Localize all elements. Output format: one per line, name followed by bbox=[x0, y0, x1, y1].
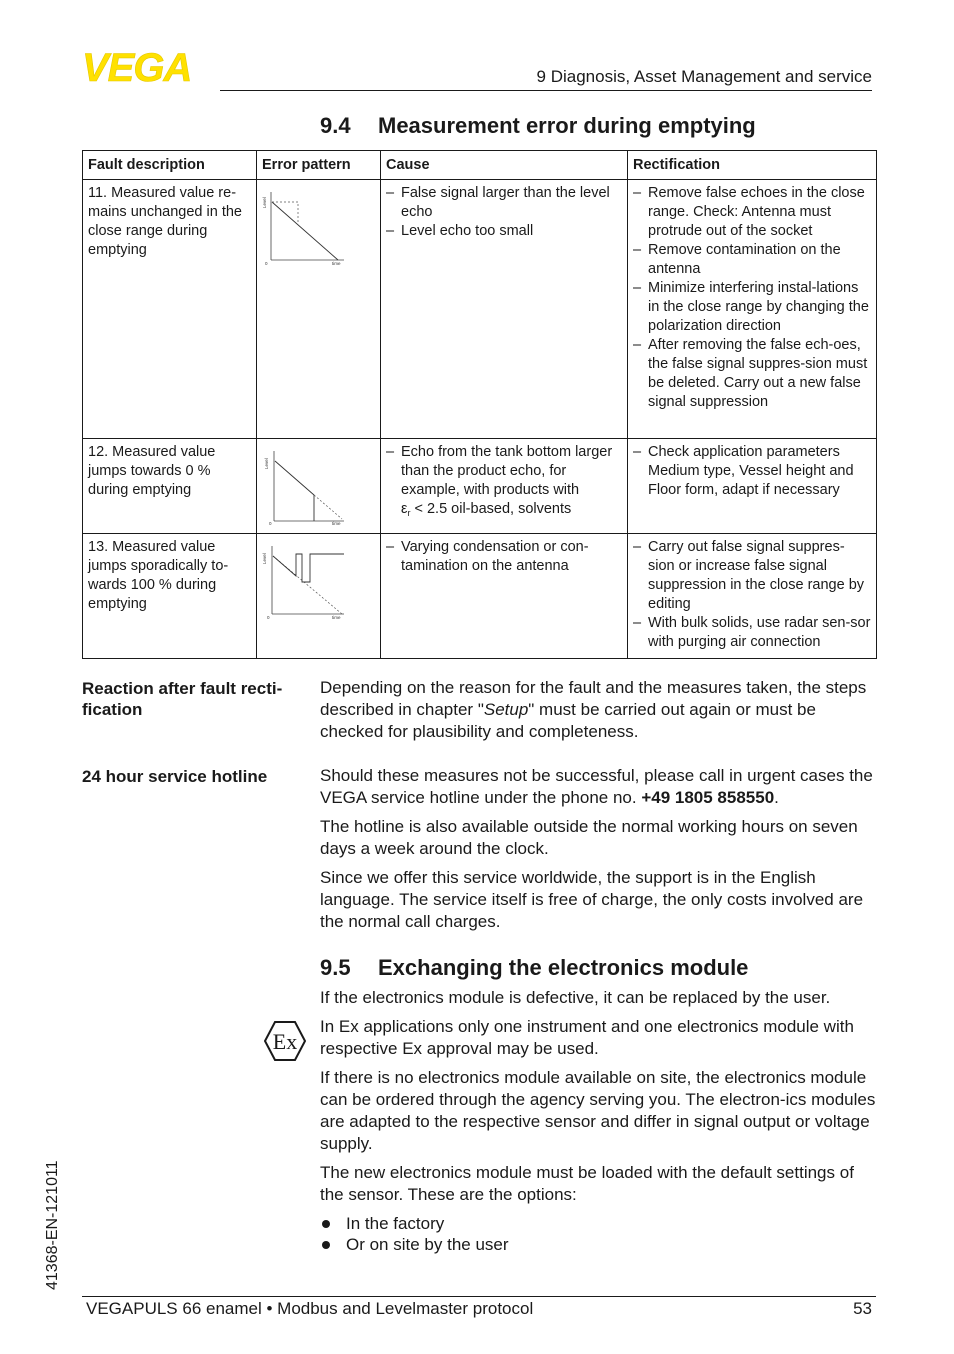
rectification-item: – Remove false echoes in the close range. Check: Antenna must protrude out of the socket bbox=[633, 184, 871, 241]
chapter-title: 9 Diagnosis, Asset Management and service bbox=[536, 67, 872, 86]
list-item: Or on site by the user bbox=[320, 1234, 876, 1255]
rectification-item: – Check application parameters Medium type, Vessel height and Floor form, adapt if necessary bbox=[633, 443, 871, 500]
rectification-item: – With bulk solids, use radar sen-sor with purging air connection bbox=[633, 614, 871, 652]
cause-item: – Level echo too small bbox=[386, 222, 622, 241]
list-item: In the factory bbox=[320, 1213, 876, 1234]
column-header: Cause bbox=[381, 151, 628, 180]
hotline-text-after: . bbox=[774, 788, 779, 807]
cause-item: – Varying condensation or con-tamination on the antenna bbox=[386, 538, 622, 576]
reaction-paragraph bbox=[320, 677, 876, 743]
section-9-5-heading bbox=[320, 955, 748, 981]
logo-text: VEGA bbox=[82, 50, 192, 84]
rectification-cell bbox=[628, 439, 877, 534]
options-list bbox=[320, 1213, 876, 1255]
paragraph: The new electronics module must be loaded with the default settings of the sensor. These are the options: bbox=[320, 1163, 854, 1204]
cause-item bbox=[386, 443, 622, 523]
document-code: 41368-EN-121011 bbox=[44, 1160, 61, 1290]
rectification-item: – After removing the false ech-oes, the false signal suppres-sion must be deleted. Carry out a new false signal suppression bbox=[633, 336, 871, 412]
section-9-5-body bbox=[320, 987, 876, 1255]
fault-description: 12. Measured value jumps towards 0 % during emptying bbox=[83, 439, 257, 534]
x-axis-label: time bbox=[332, 521, 341, 525]
hotline-paragraph bbox=[320, 765, 876, 809]
epsilon-subscript: r bbox=[407, 508, 411, 518]
reaction-text-after: " must be carried out again or must be checked for plausibility and completeness. bbox=[320, 700, 816, 741]
error-pattern bbox=[257, 534, 381, 659]
cause-cell bbox=[381, 180, 628, 439]
header-rule bbox=[220, 90, 872, 91]
hotline-text-before: Should these measures not be successful, please call in urgent cases the VEGA service hotline under the phone no. bbox=[320, 766, 873, 807]
rectification-cell bbox=[628, 180, 877, 439]
cause-cell bbox=[381, 439, 628, 534]
hotline-label: 24 hour service hotline bbox=[82, 767, 268, 786]
column-header: Error pattern bbox=[257, 151, 381, 180]
cause-formula-text: < 2.5 oil-based, solvents bbox=[410, 501, 572, 517]
hotline-phone-number: +49 1805 858550 bbox=[641, 788, 775, 807]
hotline-language-paragraph: Since we offer this service worldwide, the support is in the English language. The service itself is free of charge, the only costs involved are the normal call charges. bbox=[320, 868, 864, 931]
footer-product-title: VEGAPULS 66 enamel • Modbus and Levelmaster protocol bbox=[86, 1299, 534, 1318]
reaction-label: Reaction after fault recti-fication bbox=[82, 679, 283, 719]
x-axis-label: time bbox=[332, 615, 341, 620]
y-axis-label: Level bbox=[264, 458, 269, 469]
table-row bbox=[83, 439, 877, 534]
section-9-4-heading bbox=[320, 113, 756, 139]
cause-item: – False signal larger than the level echo bbox=[386, 184, 622, 222]
y-axis-label: Level bbox=[262, 197, 267, 208]
section-number: 9.5 bbox=[320, 955, 351, 980]
footer-rule bbox=[82, 1296, 876, 1297]
measured-value-line bbox=[273, 554, 344, 582]
x-axis-label: time bbox=[332, 261, 341, 266]
reaction-text-before: Depending on the reason for the fault and the measures taken, the steps described in chapter " bbox=[320, 678, 867, 719]
vega-logo bbox=[82, 50, 212, 84]
fault-description: 11. Measured value re-mains unchanged in the close range during emptying bbox=[83, 180, 257, 439]
epsilon-symbol: ε bbox=[401, 501, 408, 517]
ex-icon-text: Ex bbox=[272, 1029, 298, 1054]
column-header: Fault description bbox=[83, 151, 257, 180]
measured-value-line bbox=[275, 461, 314, 521]
origin-label: 0 bbox=[265, 261, 268, 266]
setup-chapter-ref: Setup bbox=[483, 700, 529, 719]
paragraph: If there is no electronics module available on site, the electronics module can be ordered through the agency serving you. The electron-ics modules are adapted to the respective sensor and differ in signal output or voltage supply. bbox=[320, 1068, 876, 1153]
rectification-item: – Remove contamination on the antenna bbox=[633, 241, 871, 279]
page-number: 53 bbox=[853, 1299, 872, 1318]
rectification-cell bbox=[628, 534, 877, 659]
error-pattern-chart bbox=[262, 542, 346, 620]
column-header: Rectification bbox=[628, 151, 877, 180]
reaction-text-block bbox=[320, 677, 876, 750]
error-pattern bbox=[257, 180, 381, 439]
y-axis-label: Level bbox=[262, 553, 267, 564]
actual-level-line bbox=[314, 495, 342, 519]
hotline-text-block bbox=[320, 765, 876, 940]
cause-text: Echo from the tank bottom larger than the product echo, for example, with products with bbox=[401, 444, 613, 498]
error-pattern-chart bbox=[262, 447, 346, 525]
paragraph: If the electronics module is defective, it can be replaced by the user. bbox=[320, 988, 831, 1007]
table-header-row bbox=[83, 151, 877, 180]
origin-label: 0 bbox=[269, 521, 272, 525]
ex-hexagon-icon bbox=[264, 1020, 306, 1062]
rectification-item: – Minimize interfering instal-lations in the close range by changing the polarization direction bbox=[633, 279, 871, 336]
cause-cell bbox=[381, 534, 628, 659]
hotline-hours-paragraph: The hotline is also available outside the normal working hours on seven days a week around the clock. bbox=[320, 817, 858, 858]
origin-label: 0 bbox=[267, 615, 270, 620]
fault-table bbox=[82, 150, 876, 659]
table-row bbox=[83, 180, 877, 439]
error-pattern-chart bbox=[262, 188, 346, 266]
actual-level-line bbox=[272, 202, 338, 260]
rectification-item: – Carry out false signal suppres-sion or increase false signal suppression in the close range by editing bbox=[633, 538, 871, 614]
fault-description: 13. Measured value jumps sporadically to-wards 100 % during emptying bbox=[83, 534, 257, 659]
ex-paragraph: In Ex applications only one instrument and one electronics module with respective Ex approval may be used. bbox=[320, 1017, 854, 1058]
section-title: Measurement error during emptying bbox=[378, 113, 756, 138]
error-pattern bbox=[257, 439, 381, 534]
section-number: 9.4 bbox=[320, 113, 351, 138]
table-row bbox=[83, 534, 877, 659]
section-title: Exchanging the electronics module bbox=[378, 955, 749, 980]
